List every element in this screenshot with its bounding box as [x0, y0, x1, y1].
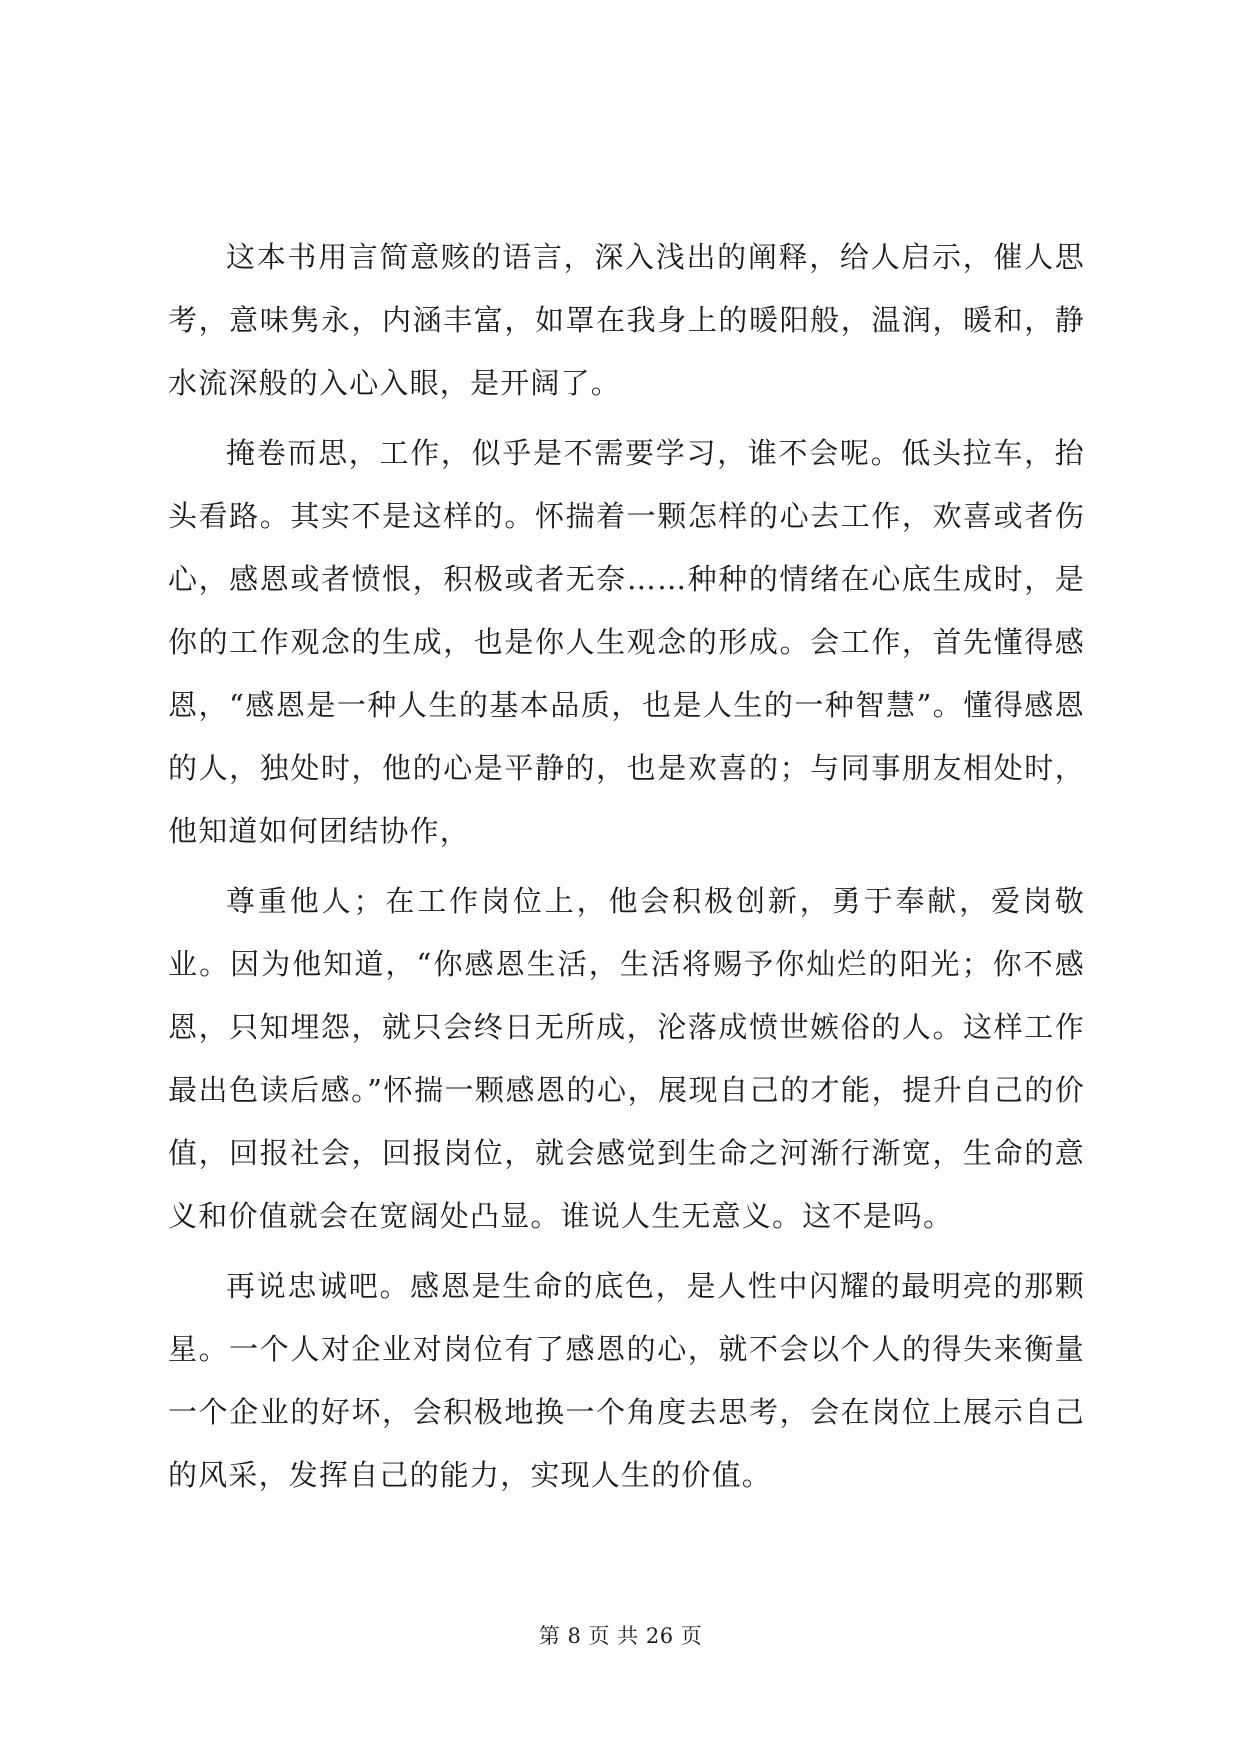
paragraph-2: 掩卷而思，工作，似乎是不需要学习，谁不会呢。低头拉车，抬头看路。其实不是这样的。怀揣着一颗怎样的心去工作，欢喜或者伤心，感恩或者愤恨，积极或者无奈……种种的情绪在心底生成时，是你的工作观念的生成，也是你人生观念的形成。会工作，首先懂得感恩，“感恩是一种人生的基本品质，也是人生的一种智慧”。懂得感恩的人，独处时，他的心是平静的，也是欢喜的；与同事朋友相处时，他知道如何团结协作， [168, 436, 1085, 848]
paragraph-4: 再说忠诚吧。感恩是生命的底色，是人性中闪耀的最明亮的那颗星。一个人对企业对岗位有了感恩的心，就不会以个人的得失来衡量一个企业的好坏，会积极地换一个角度去思考，会在岗位上展示自己的风采，发挥自己的能力，实现人生的价值。 [168, 1269, 1085, 1492]
document-body [168, 226, 1085, 1514]
paragraph-1: 这本书用言简意赅的语言，深入浅出的阐释，给人启示，催人思考，意味隽永，内涵丰富，如罩在我身上的暖阳般，温润，暖和，静水流深般的入心入眼，是开阔了。 [168, 240, 1085, 400]
page-number-footer: 第 8 页 共 26 页 [538, 1624, 703, 1648]
paragraph-3: 尊重他人；在工作岗位上，他会积极创新，勇于奉献，爱岗敬业。因为他知道，“你感恩生活，生活将赐予你灿烂的阳光；你不感恩，只知埋怨，就只会终日无所成，沦落成愤世嫉俗的人。这样工作最出色读后感。”怀揣一颗感恩的心，展现自己的才能，提升自己的价值，回报社会，回报岗位，就会感觉到生命之河渐行渐宽，生命的意义和价值就会在宽阔处凸显。谁说人生无意义。这不是吗。 [168, 884, 1085, 1233]
